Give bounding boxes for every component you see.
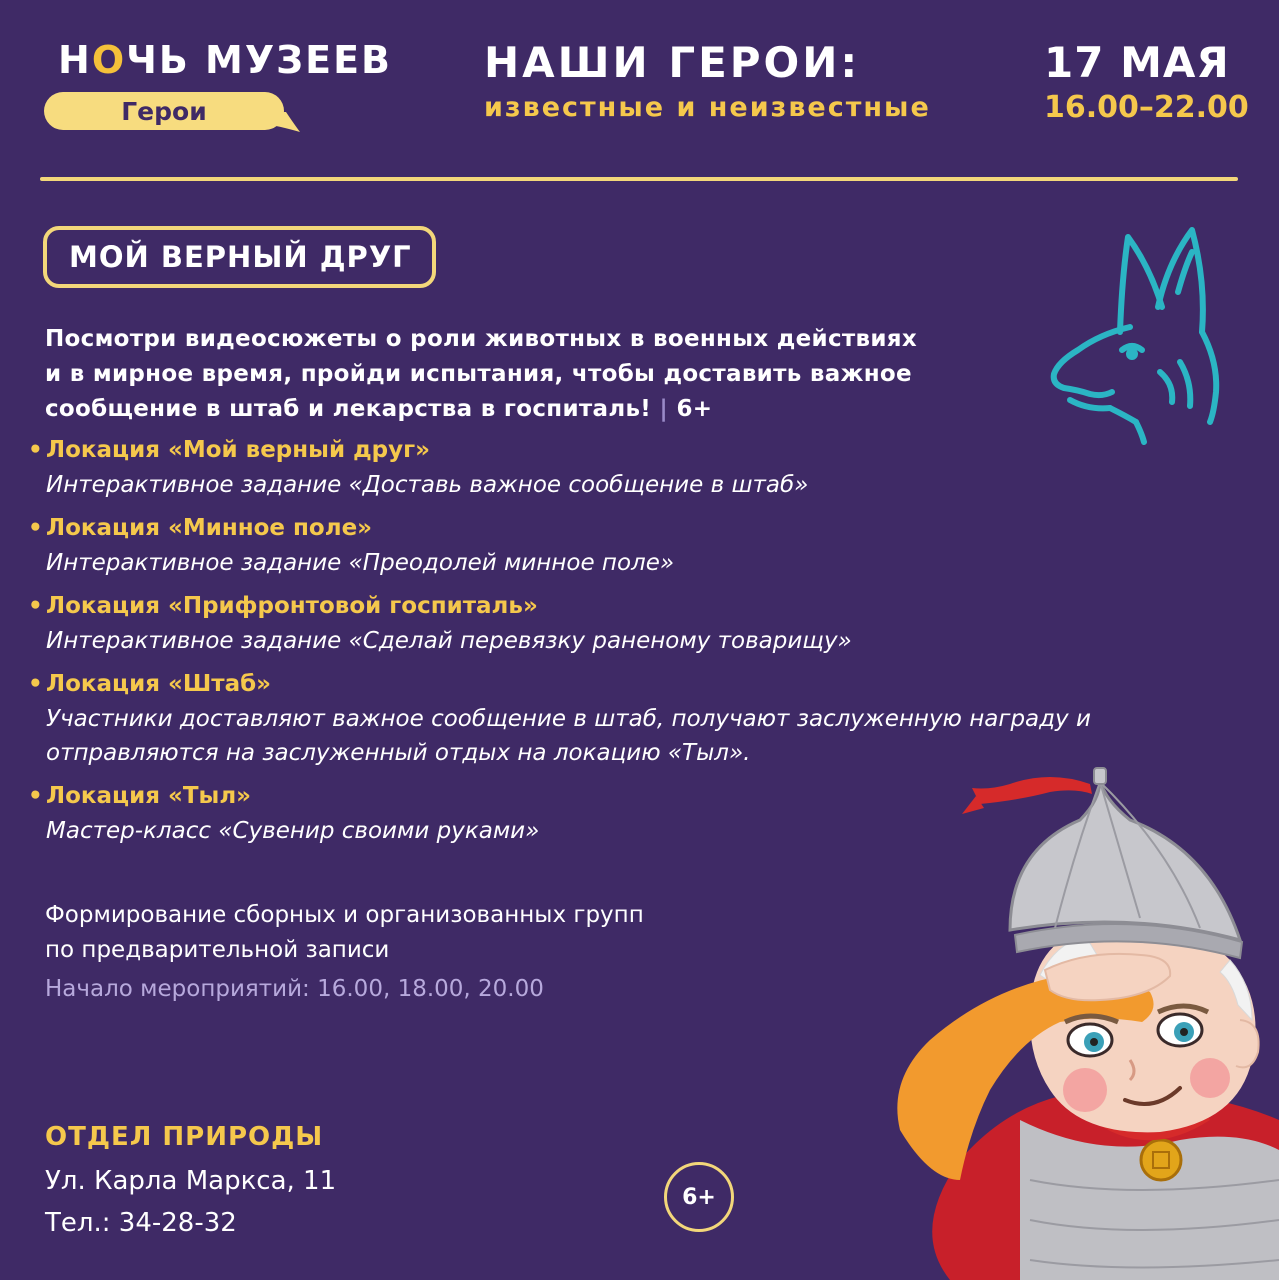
location-task: Интерактивное задание «Преодолей минное поле»	[46, 550, 675, 576]
logo-badge-label: Герои	[121, 96, 207, 126]
location-name: • Локация «Мой верный друг»	[28, 432, 1248, 468]
groups-info: Формирование сборных и организованных групп по предварительной записи	[45, 902, 644, 963]
theme-subtitle: известные и неизвестные	[484, 92, 931, 123]
location-task: Интерактивное задание «Доставь важное сообщение в штаб»	[46, 472, 809, 498]
list-item	[28, 588, 1248, 658]
location-name: • Локация «Штаб»	[28, 666, 1248, 702]
address: Ул. Карла Маркса, 11	[45, 1166, 337, 1196]
speech-tail-icon	[272, 112, 300, 134]
location-name: • Локация «Минное поле»	[28, 510, 1248, 546]
list-item	[28, 510, 1248, 580]
start-times: Начало мероприятий: 16.00, 18.00, 20.00	[45, 976, 544, 1002]
section-label: МОЙ ВЕРНЫЙ ДРУГ	[43, 226, 436, 288]
boy-in-helmet-illustration	[880, 760, 1279, 1280]
location-task: Участники доставляют важное сообщение в штаб, получают заслуженную награду и отправляются на заслуженный отдых на локацию «Тыл».	[46, 706, 1091, 766]
separator: |	[659, 396, 669, 422]
event-date: 17 МАЯ	[1044, 38, 1230, 87]
location-task: Мастер-класс «Сувенир своими руками»	[46, 818, 540, 844]
department-name: ОТДЕЛ ПРИРОДЫ	[45, 1122, 324, 1152]
list-item	[28, 666, 1248, 770]
age-rating-badge: 6+	[664, 1162, 734, 1232]
section-description: Посмотри видеосюжеты о роли животных в военных действиях и в мирное время, пройди испытания, чтобы доставить важное сообщение в штаб и лекарства в госпиталь! | 6+	[45, 326, 917, 422]
moon-icon: О	[91, 38, 127, 82]
logo-badge	[44, 92, 284, 130]
dog-head-icon	[1040, 222, 1230, 447]
location-name: • Локация «Прифронтовой госпиталь»	[28, 588, 1248, 624]
age-rating: 6+	[676, 396, 713, 422]
list-item	[28, 432, 1248, 502]
theme-title: НАШИ ГЕРОИ:	[484, 38, 861, 87]
phone-number: Тел.: 34-28-32	[45, 1208, 237, 1238]
location-name: • Локация «Тыл»	[28, 778, 1248, 814]
event-time: 16.00–22.00	[1044, 90, 1249, 125]
logo-title: НОЧЬ МУЗЕЕВ	[58, 38, 393, 82]
location-task: Интерактивное задание «Сделай перевязку раненому товарищу»	[46, 628, 852, 654]
header-divider	[40, 177, 1238, 181]
